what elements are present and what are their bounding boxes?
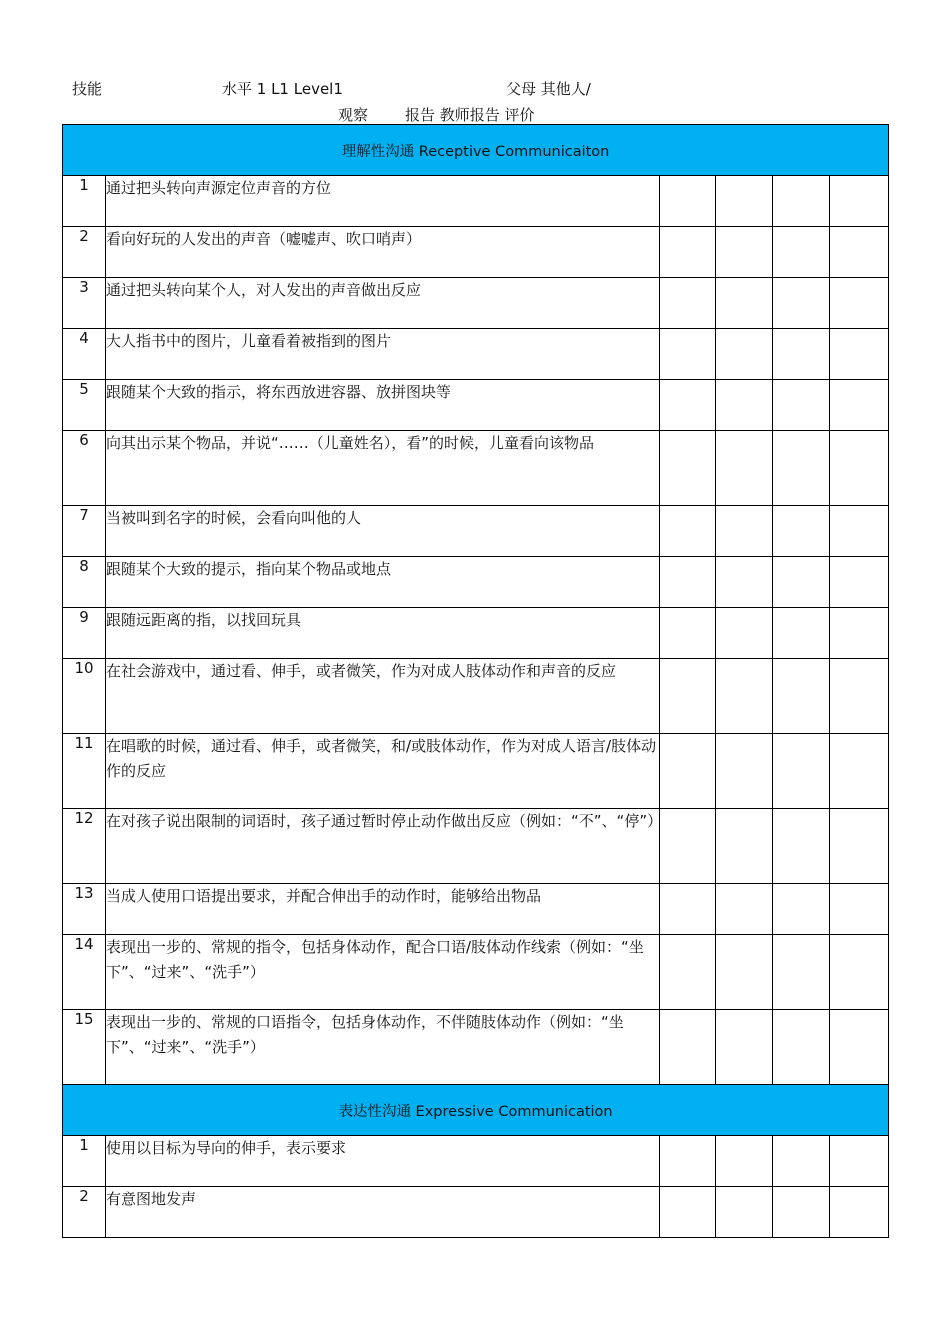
rating-cell[interactable] — [660, 227, 716, 278]
rating-cell[interactable] — [773, 884, 830, 935]
rating-cell[interactable] — [660, 884, 716, 935]
item-number: 5 — [63, 380, 106, 431]
rating-cell[interactable] — [660, 608, 716, 659]
table-row — [63, 608, 889, 659]
rating-cell[interactable] — [773, 557, 830, 608]
item-number: 15 — [63, 1010, 106, 1085]
rating-cell[interactable] — [773, 608, 830, 659]
rating-cell[interactable] — [830, 329, 889, 380]
rating-cell[interactable] — [716, 176, 773, 227]
item-text: 跟随远距离的指，以找回玩具 — [106, 608, 660, 659]
rating-cell[interactable] — [773, 659, 830, 734]
item-text: 跟随某个大致的提示，指向某个物品或地点 — [106, 557, 660, 608]
rating-cell[interactable] — [773, 380, 830, 431]
rating-cell[interactable] — [660, 329, 716, 380]
rating-cell[interactable] — [773, 1187, 830, 1238]
rating-cell[interactable] — [830, 227, 889, 278]
table-row — [63, 935, 889, 1010]
rating-cell[interactable] — [716, 506, 773, 557]
item-number: 8 — [63, 557, 106, 608]
item-text: 表现出一步的、常规的指令，包括身体动作，配合口语/肢体动作线索（例如：“坐下”、“过来”、“洗手”） — [106, 935, 660, 1010]
item-number: 1 — [63, 176, 106, 227]
item-number: 14 — [63, 935, 106, 1010]
rating-cell[interactable] — [773, 506, 830, 557]
table-row — [63, 431, 889, 506]
header-parent: 父母 其他人/ — [506, 80, 591, 98]
rating-cell[interactable] — [660, 734, 716, 809]
rating-cell[interactable] — [660, 1010, 716, 1085]
item-text: 通过把头转向声源定位声音的方位 — [106, 176, 660, 227]
rating-cell[interactable] — [660, 278, 716, 329]
rating-cell[interactable] — [830, 659, 889, 734]
rating-cell[interactable] — [773, 329, 830, 380]
rating-cell[interactable] — [660, 431, 716, 506]
rating-cell[interactable] — [660, 506, 716, 557]
rating-cell[interactable] — [830, 608, 889, 659]
item-text: 在对孩子说出限制的词语时，孩子通过暂时停止动作做出反应（例如：“不”、“停”） — [106, 809, 660, 884]
item-text: 使用以目标为导向的伸手，表示要求 — [106, 1136, 660, 1187]
rating-cell[interactable] — [660, 1187, 716, 1238]
rating-cell[interactable] — [716, 1010, 773, 1085]
table-row — [63, 659, 889, 734]
rating-cell[interactable] — [660, 659, 716, 734]
rating-cell[interactable] — [660, 1136, 716, 1187]
rating-cell[interactable] — [716, 329, 773, 380]
table-row — [63, 734, 889, 809]
rating-cell[interactable] — [716, 608, 773, 659]
table-row — [63, 506, 889, 557]
rating-cell[interactable] — [773, 176, 830, 227]
rating-cell[interactable] — [716, 227, 773, 278]
item-number: 1 — [63, 1136, 106, 1187]
item-number: 11 — [63, 734, 106, 809]
table-row — [63, 1187, 889, 1238]
table-row — [63, 176, 889, 227]
rating-cell[interactable] — [773, 227, 830, 278]
rating-cell[interactable] — [830, 935, 889, 1010]
item-text: 大人指书中的图片，儿童看着被指到的图片 — [106, 329, 660, 380]
rating-cell[interactable] — [830, 176, 889, 227]
rating-cell[interactable] — [716, 734, 773, 809]
table-row — [63, 557, 889, 608]
rating-cell[interactable] — [660, 380, 716, 431]
table-row — [63, 278, 889, 329]
item-text: 表现出一步的、常规的口语指令，包括身体动作，不伴随肢体动作（例如：“坐下”、“过来”、“洗手”） — [106, 1010, 660, 1085]
item-number: 2 — [63, 1187, 106, 1238]
item-text: 通过把头转向某个人，对人发出的声音做出反应 — [106, 278, 660, 329]
rating-cell[interactable] — [716, 431, 773, 506]
item-text: 向其出示某个物品，并说“……（儿童姓名），看”的时候，儿童看向该物品 — [106, 431, 660, 506]
item-number: 9 — [63, 608, 106, 659]
rating-cell[interactable] — [660, 176, 716, 227]
table-row — [63, 1136, 889, 1187]
item-text: 当成人使用口语提出要求，并配合伸出手的动作时，能够给出物品 — [106, 884, 660, 935]
header-skill: 技能 — [72, 80, 103, 98]
rating-cell[interactable] — [830, 1136, 889, 1187]
item-text: 在唱歌的时候，通过看、伸手，或者微笑，和/或肢体动作，作为对成人语言/肢体动作的反应 — [106, 734, 660, 809]
rating-cell[interactable] — [716, 557, 773, 608]
rating-cell[interactable] — [830, 506, 889, 557]
rating-cell[interactable] — [830, 278, 889, 329]
rating-cell[interactable] — [830, 380, 889, 431]
assessment-table — [62, 124, 889, 1238]
header-level: 水平 1 L1 Level1 — [222, 80, 343, 98]
rating-cell[interactable] — [716, 935, 773, 1010]
rating-cell[interactable] — [716, 1187, 773, 1238]
rating-cell[interactable] — [716, 809, 773, 884]
rating-cell[interactable] — [660, 557, 716, 608]
rating-cell[interactable] — [716, 659, 773, 734]
rating-cell[interactable] — [773, 1136, 830, 1187]
section-title: 理解性沟通 Receptive Communicaiton — [63, 125, 889, 176]
rating-cell[interactable] — [716, 884, 773, 935]
header-observe: 观察 — [338, 106, 369, 124]
item-text: 看向好玩的人发出的声音（嘘嘘声、吹口哨声） — [106, 227, 660, 278]
rating-cell[interactable] — [830, 809, 889, 884]
rating-cell[interactable] — [716, 1136, 773, 1187]
rating-cell[interactable] — [660, 809, 716, 884]
table-row — [63, 227, 889, 278]
rating-cell[interactable] — [830, 884, 889, 935]
table-row — [63, 1010, 889, 1085]
rating-cell[interactable] — [773, 809, 830, 884]
rating-cell[interactable] — [773, 278, 830, 329]
table-row — [63, 380, 889, 431]
item-number: 13 — [63, 884, 106, 935]
section-title: 表达性沟通 Expressive Communication — [63, 1085, 889, 1136]
rating-cell[interactable] — [830, 734, 889, 809]
rating-cell[interactable] — [830, 557, 889, 608]
item-number: 3 — [63, 278, 106, 329]
rating-cell[interactable] — [830, 1187, 889, 1238]
table-row — [63, 884, 889, 935]
header-report: 报告 教师报告 评价 — [405, 106, 535, 124]
rating-cell[interactable] — [773, 734, 830, 809]
rating-cell[interactable] — [773, 1010, 830, 1085]
section-header — [63, 1085, 889, 1136]
rating-cell[interactable] — [773, 935, 830, 1010]
item-text: 在社会游戏中，通过看、伸手，或者微笑，作为对成人肢体动作和声音的反应 — [106, 659, 660, 734]
item-number: 7 — [63, 506, 106, 557]
rating-cell[interactable] — [716, 380, 773, 431]
item-text: 当被叫到名字的时候，会看向叫他的人 — [106, 506, 660, 557]
item-number: 12 — [63, 809, 106, 884]
rating-cell[interactable] — [830, 1010, 889, 1085]
rating-cell[interactable] — [773, 431, 830, 506]
item-text: 有意图地发声 — [106, 1187, 660, 1238]
rating-cell[interactable] — [660, 935, 716, 1010]
item-number: 4 — [63, 329, 106, 380]
item-number: 2 — [63, 227, 106, 278]
section-header — [63, 125, 889, 176]
item-number: 6 — [63, 431, 106, 506]
rating-cell[interactable] — [716, 278, 773, 329]
item-number: 10 — [63, 659, 106, 734]
rating-cell[interactable] — [830, 431, 889, 506]
item-text: 跟随某个大致的指示，将东西放进容器、放拼图块等 — [106, 380, 660, 431]
table-row — [63, 329, 889, 380]
table-row — [63, 809, 889, 884]
